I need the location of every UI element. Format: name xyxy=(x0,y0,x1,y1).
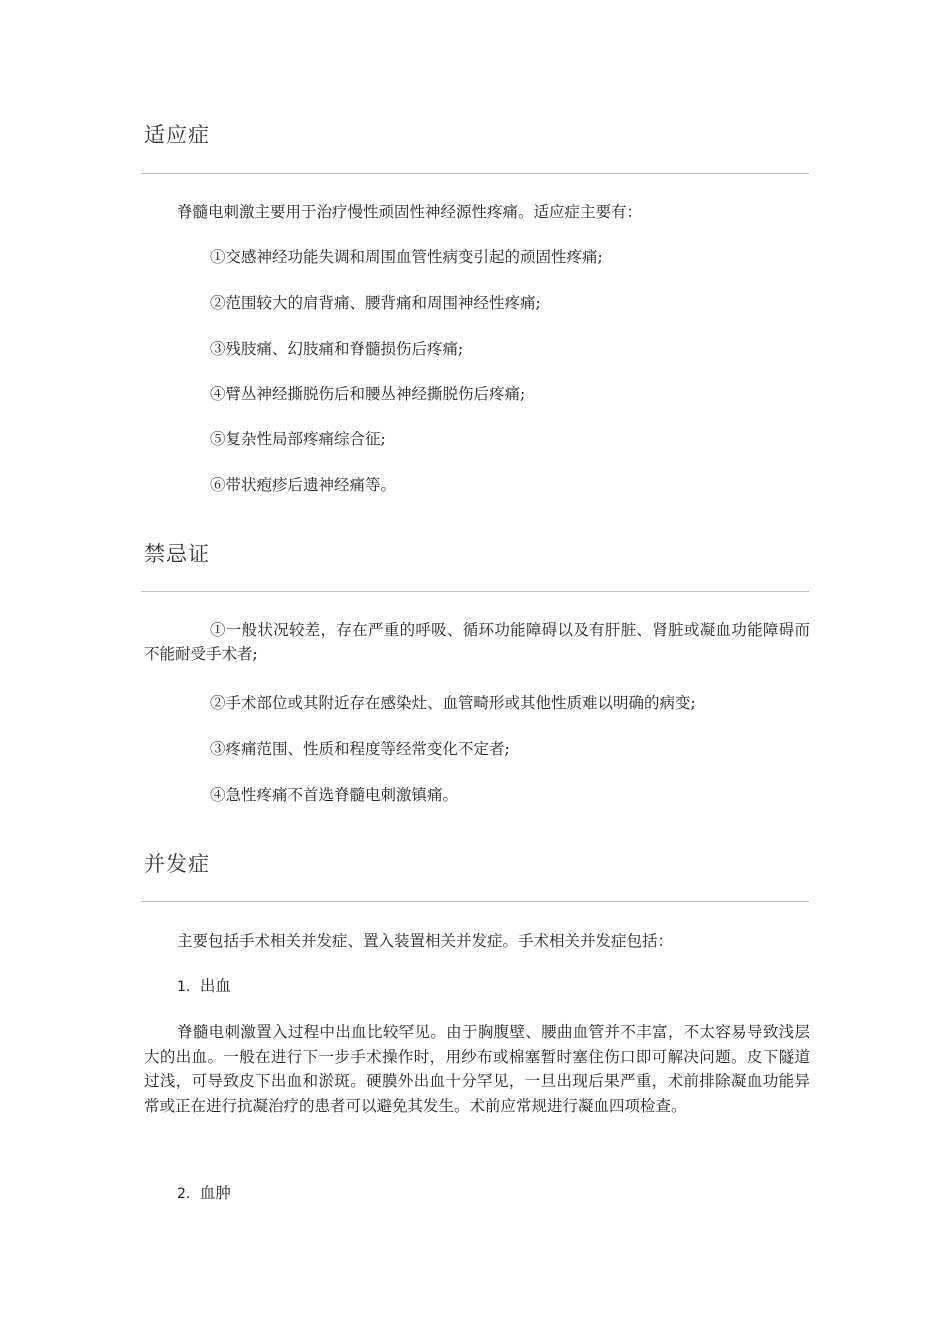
indication-item: ③残肢痛、幻肢痛和脊髓损伤后疼痛; xyxy=(210,340,464,358)
subheading-title: 血肿 xyxy=(199,1184,231,1202)
bleeding-paragraph: 脊髓电刺激置入过程中出血比较罕见。由于胸腹壁、腰曲血管并不丰富，不太容易导致浅层大的出血。一般在进行下一步手术操作时，用纱布或棉塞暂时塞住伤口即可解决问题。皮下隧道过浅，可导致皮下出血和淤斑。硬膜外出血十分罕见，一旦出现后果严重，术前排除凝血功能异常或正在进行抗凝治疗的患者可以避免其发生。术前应常规进行凝血四项检查。 xyxy=(144,1023,810,1115)
indication-item: ①交感神经功能失调和周围血管性病变引起的顽固性疼痛; xyxy=(210,248,603,266)
section-heading-contraindications: 禁忌证 xyxy=(144,542,210,566)
subheading-number: 1． xyxy=(177,979,200,995)
indication-item: ⑤复杂性局部疼痛综合征; xyxy=(210,430,386,448)
contraindication-item: ④急性疼痛不首选脊髓电刺激镇痛。 xyxy=(210,786,459,804)
indication-item: ④臂丛神经撕脱伤后和腰丛神经撕脱伤后疼痛; xyxy=(210,385,526,403)
section-divider xyxy=(141,173,809,174)
section-divider xyxy=(141,591,809,592)
contraindication-item: ①一般状况较差，存在严重的呼吸、循环功能障碍以及有肝脏、肾脏或凝血功能障碍而不能耐受手术者; xyxy=(144,621,810,663)
section-heading-complications: 并发症 xyxy=(144,852,210,876)
subheading-number: 2． xyxy=(177,1186,200,1202)
complications-intro: 主要包括手术相关并发症、置入装置相关并发症。手术相关并发症包括： xyxy=(177,932,674,950)
contraindication-item: ③疼痛范围、性质和程度等经常变化不定者; xyxy=(210,740,510,758)
indications-intro: 脊髓电刺激主要用于治疗慢性顽固性神经源性疼痛。适应症主要有： xyxy=(177,203,643,221)
section-divider xyxy=(141,901,809,902)
indication-item: ②范围较大的肩背痛、腰背痛和周围神经性疼痛; xyxy=(210,294,541,312)
subheading-title: 出血 xyxy=(199,977,231,995)
indication-item: ⑥带状疱疹后遗神经痛等。 xyxy=(210,476,397,494)
subheading-bleeding xyxy=(177,975,231,998)
subheading-hematoma xyxy=(177,1182,231,1205)
section-heading-indications: 适应症 xyxy=(144,123,210,147)
contraindication-item: ②手术部位或其附近存在感染灶、血管畸形或其他性质难以明确的病变; xyxy=(210,694,696,712)
